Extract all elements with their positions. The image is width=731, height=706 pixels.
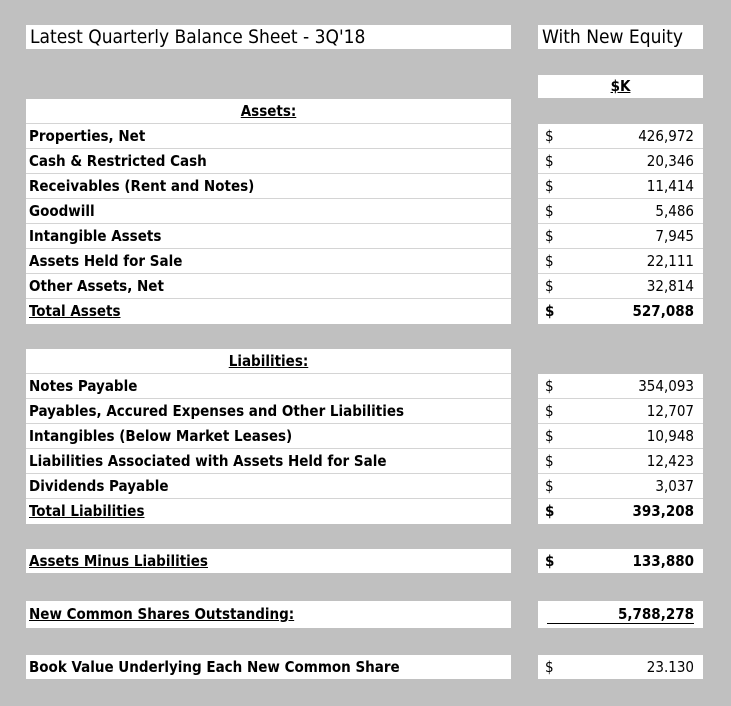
liabilities-heading: Liabilities:	[228, 352, 309, 370]
currency-symbol: $	[545, 302, 555, 320]
assets-heading: Assets:	[240, 102, 297, 120]
liability-value-row	[538, 449, 703, 474]
total-assets-value: 527,088	[632, 302, 694, 320]
asset-label-properties: Properties, Net	[26, 124, 511, 149]
column-title: With New Equity	[538, 25, 703, 49]
shares-label: New Common Shares Outstanding:	[29, 605, 295, 623]
book-value-label: Book Value Underlying Each New Common Share	[29, 658, 400, 676]
currency-symbol: $	[545, 152, 554, 170]
liability-label-intangibles: Intangibles (Below Market Leases)	[26, 424, 511, 449]
liability-value-row	[538, 424, 703, 449]
liability-value-row	[538, 399, 703, 424]
liability-label-notes: Notes Payable	[26, 374, 511, 399]
shares-value-box	[538, 601, 703, 628]
asset-value-row	[538, 174, 703, 199]
net-value-box	[538, 549, 703, 573]
liabilities-heading-row	[26, 349, 511, 374]
asset-value-row	[538, 249, 703, 274]
liability-value-held-for-sale: 12,423	[646, 452, 694, 470]
shares-underline	[547, 623, 694, 624]
total-assets-label: Total Assets	[29, 302, 121, 320]
total-liabilities-label: Total Liabilities	[29, 502, 145, 520]
shares-value: 5,788,278	[618, 605, 694, 623]
liability-value-payables: 12,707	[646, 402, 694, 420]
unit-label: $K	[610, 77, 631, 95]
assets-heading-row	[26, 99, 511, 124]
currency-symbol: $	[545, 502, 555, 520]
liability-value-intangibles: 10,948	[646, 427, 694, 445]
currency-symbol: $	[545, 658, 554, 676]
total-assets-label-row	[26, 299, 511, 324]
currency-symbol: $	[545, 452, 554, 470]
asset-value-other: 32,814	[646, 277, 694, 295]
currency-symbol: $	[545, 202, 554, 220]
total-liabilities-label-row	[26, 499, 511, 524]
liability-value-row	[538, 474, 703, 499]
currency-symbol: $	[545, 227, 554, 245]
currency-symbol: $	[545, 552, 555, 570]
net-value: 133,880	[632, 552, 694, 570]
currency-symbol: $	[545, 252, 554, 270]
currency-symbol: $	[545, 177, 554, 195]
liability-value-notes: 354,093	[638, 377, 694, 395]
asset-value-held-for-sale: 22,111	[646, 252, 694, 270]
unit-label-cell	[538, 75, 703, 98]
asset-label-goodwill: Goodwill	[26, 199, 511, 224]
net-value-row	[538, 549, 703, 573]
total-liabilities-value: 393,208	[632, 502, 694, 520]
asset-value-cash: 20,346	[646, 152, 694, 170]
asset-label-cash: Cash & Restricted Cash	[26, 149, 511, 174]
asset-label-held-for-sale: Assets Held for Sale	[26, 249, 511, 274]
asset-value-receivables: 11,414	[646, 177, 694, 195]
liability-label-payables: Payables, Accured Expenses and Other Liabilities	[26, 399, 511, 424]
liabilities-values	[538, 374, 703, 524]
currency-symbol: $	[545, 277, 554, 295]
currency-symbol: $	[545, 402, 554, 420]
assets-labels	[26, 99, 511, 324]
asset-value-row	[538, 274, 703, 299]
asset-value-row	[538, 224, 703, 249]
asset-value-goodwill: 5,486	[655, 202, 694, 220]
liability-value-row	[538, 374, 703, 399]
total-assets-value-row	[538, 299, 703, 324]
currency-symbol: $	[545, 427, 554, 445]
net-label-box	[26, 549, 511, 573]
net-label: Assets Minus Liabilities	[29, 552, 208, 570]
liability-value-dividends: 3,037	[655, 477, 694, 495]
asset-value-row	[538, 124, 703, 149]
asset-value-intangible: 7,945	[655, 227, 694, 245]
book-value-row	[538, 655, 703, 679]
currency-symbol: $	[545, 377, 554, 395]
book-value-label-box	[26, 655, 511, 679]
book-value-value-box	[538, 655, 703, 679]
currency-symbol: $	[545, 127, 554, 145]
liabilities-labels	[26, 349, 511, 524]
asset-label-other: Other Assets, Net	[26, 274, 511, 299]
assets-values	[538, 124, 703, 324]
shares-label-row	[26, 601, 511, 628]
asset-label-intangible: Intangible Assets	[26, 224, 511, 249]
shares-label-box	[26, 601, 511, 628]
liability-label-held-for-sale: Liabilities Associated with Assets Held for Sale	[26, 449, 511, 474]
asset-value-properties: 426,972	[638, 127, 694, 145]
asset-value-row	[538, 149, 703, 174]
book-value: 23.130	[646, 658, 694, 676]
total-liabilities-value-row	[538, 499, 703, 524]
liability-label-dividends: Dividends Payable	[26, 474, 511, 499]
asset-value-row	[538, 199, 703, 224]
asset-label-receivables: Receivables (Rent and Notes)	[26, 174, 511, 199]
sheet-title: Latest Quarterly Balance Sheet - 3Q'18	[26, 25, 511, 49]
currency-symbol: $	[545, 477, 554, 495]
net-label-row	[26, 549, 511, 573]
